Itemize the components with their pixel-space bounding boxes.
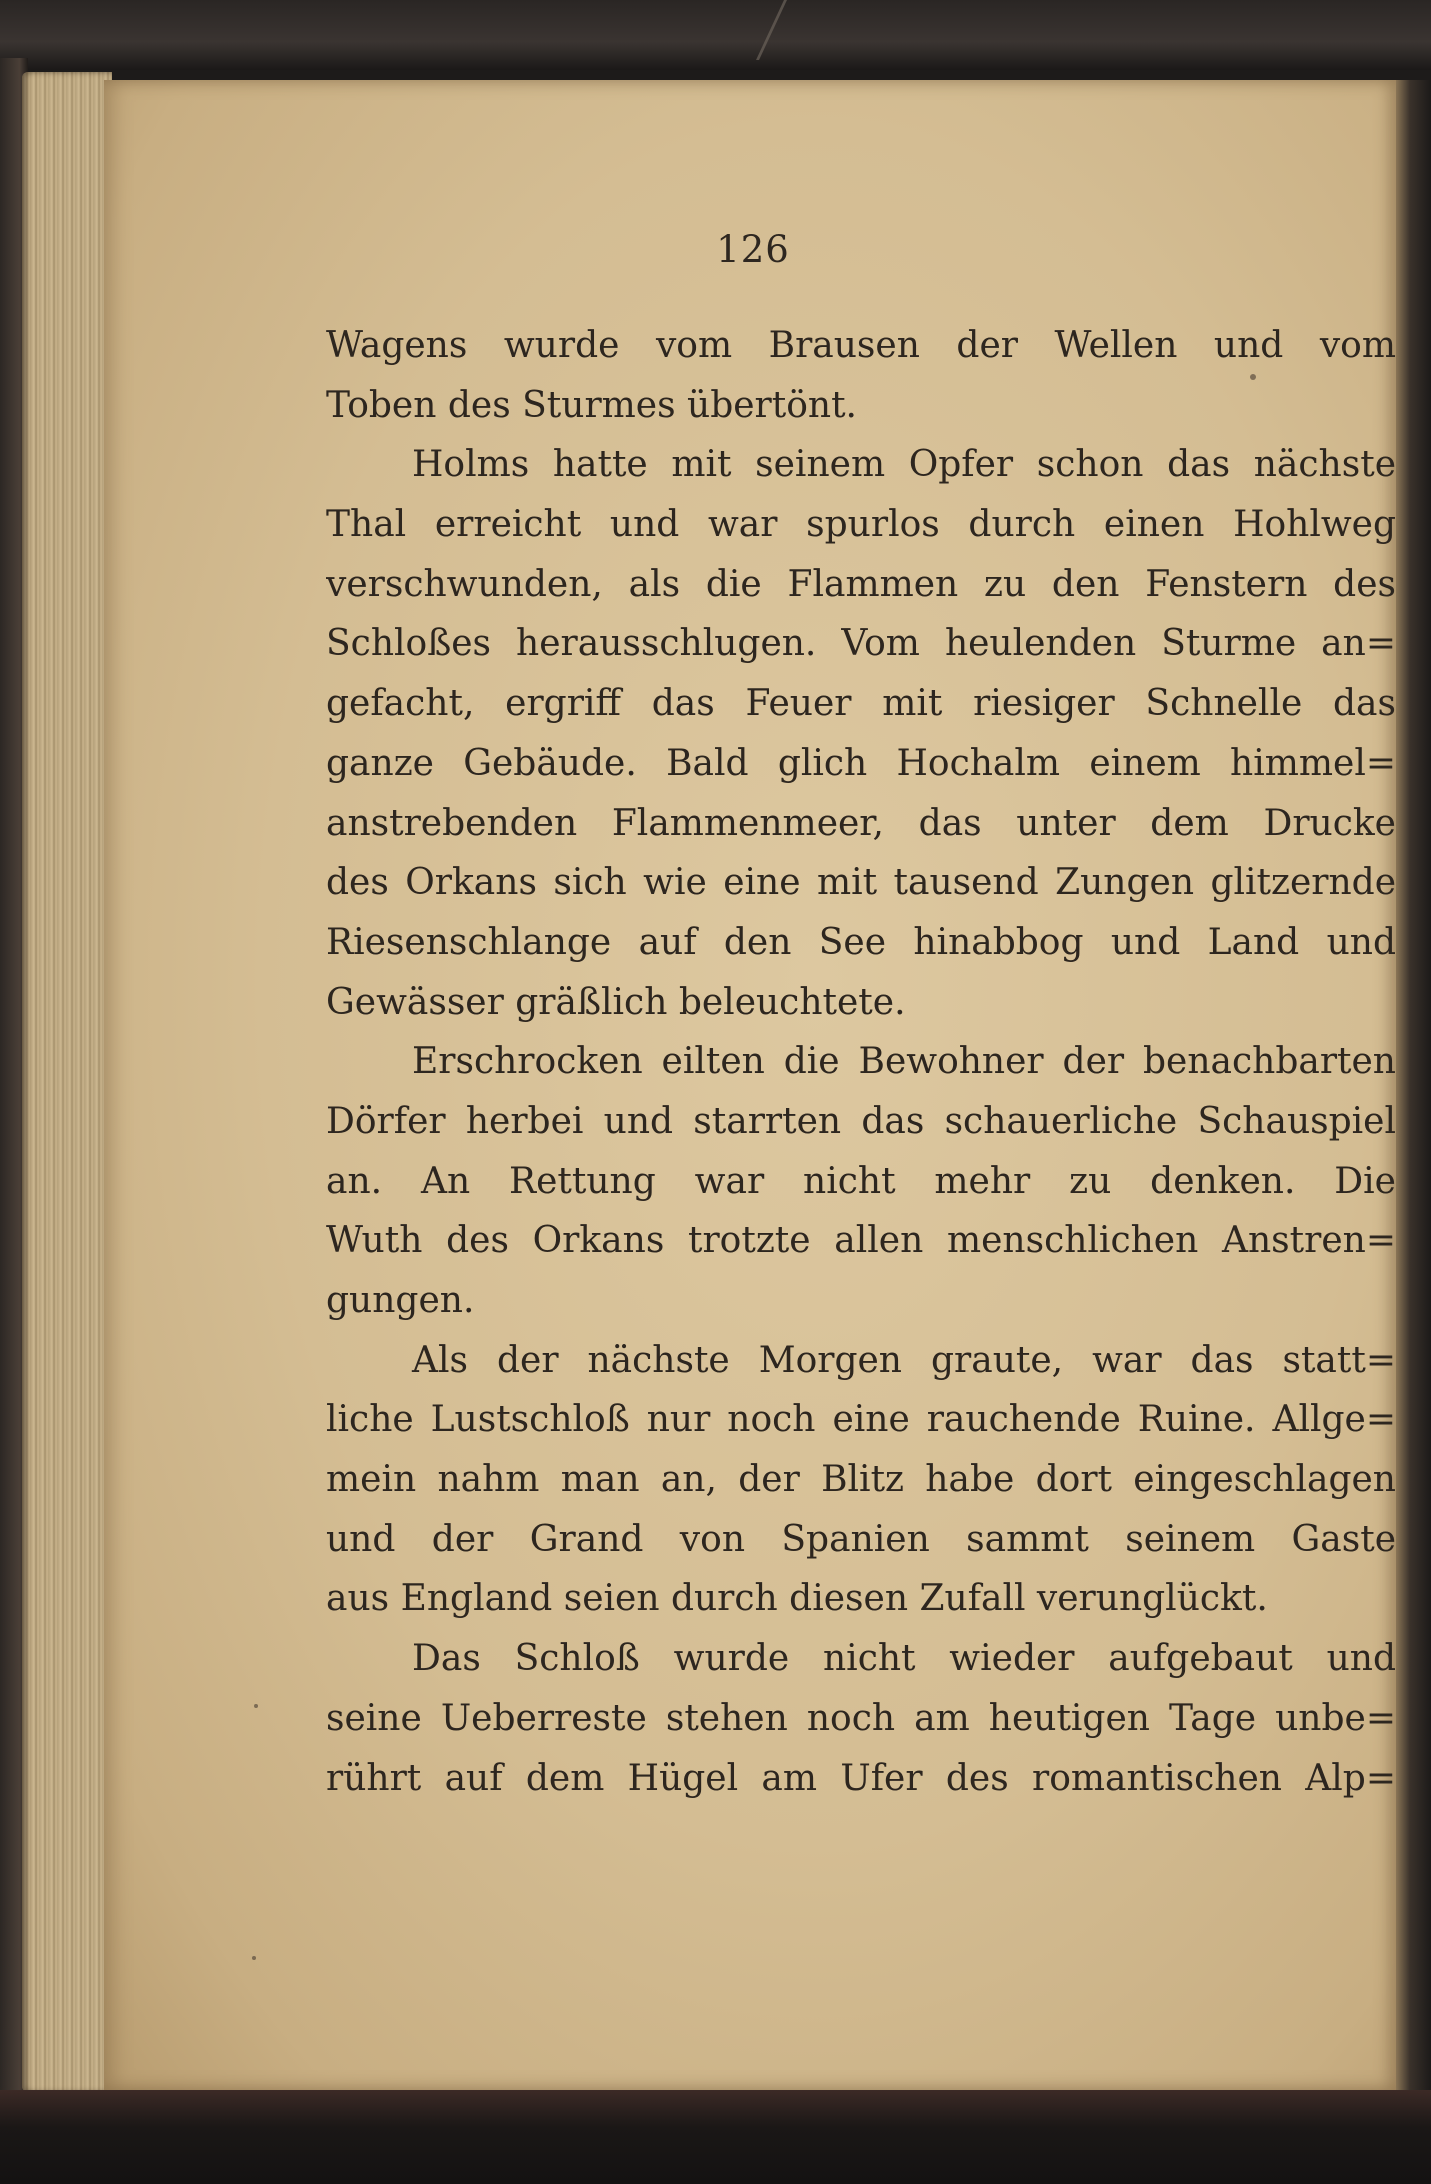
ink-speck	[252, 1956, 256, 1960]
text-line: an. An Rettung war nicht mehr zu denken. Die	[326, 1160, 1396, 1202]
facing-page-edge	[1396, 80, 1431, 2090]
text-line: Schloßes herausschlugen. Vom heulenden Sturme an=	[326, 623, 1396, 665]
text-line: Gewässer gräßlich beleuchtete.	[326, 981, 906, 1023]
text-line: liche Lustschloß nur noch eine rauchende Ruine. Allge=	[326, 1399, 1396, 1441]
text-line: gungen.	[326, 1280, 475, 1321]
text-line: Toben des Sturmes übertönt.	[326, 384, 857, 426]
text-line: des Orkans sich wie eine mit tausend Zungen glitzernde	[326, 862, 1396, 904]
book-cover-top	[0, 0, 1431, 70]
text-line: Erschrocken eilten die Bewohner der benachbarten	[412, 1041, 1396, 1083]
text-line: und der Grand von Spanien sammt seinem Gaste	[326, 1518, 1396, 1560]
text-line: ganze Gebäude. Bald glich Hochalm einem himmel=	[326, 742, 1396, 784]
text-line: gefacht, ergriff das Feuer mit riesiger Schnelle das	[326, 683, 1396, 725]
body-text	[326, 316, 1396, 1808]
cover-tear	[756, 0, 847, 60]
text-line: Holms hatte mit seinem Opfer schon das nächste	[412, 444, 1396, 486]
book-cover-bottom	[0, 2090, 1431, 2184]
text-line: mein nahm man an, der Blitz habe dort eingeschlagen	[326, 1459, 1396, 1501]
text-line: aus England seien durch diesen Zufall verunglückt.	[326, 1578, 1268, 1620]
page-number: 126	[716, 228, 790, 271]
text-line: Das Schloß wurde nicht wieder aufgebaut und	[412, 1638, 1396, 1680]
text-line: rührt auf dem Hügel am Ufer des romantischen Alp=	[326, 1757, 1396, 1799]
text-line: anstrebenden Flammenmeer, das unter dem Drucke	[326, 802, 1396, 844]
page-edges	[22, 72, 112, 2092]
text-line: Wagens wurde vom Brausen der Wellen und vom	[326, 325, 1396, 366]
ink-speck	[254, 1704, 258, 1708]
text-line: Als der nächste Morgen graute, war das statt=	[412, 1339, 1396, 1381]
text-line: Wuth des Orkans trotzte allen menschlichen Anstren=	[326, 1220, 1396, 1262]
text-line: Dörfer herbei und starrten das schauerliche Schauspiel	[326, 1100, 1396, 1142]
book-page	[104, 80, 1396, 2090]
text-line: Thal erreicht und war spurlos durch einen Hohlweg	[326, 504, 1396, 546]
text-line: verschwunden, als die Flammen zu den Fenstern des	[326, 563, 1396, 605]
text-line: seine Ueberreste stehen noch am heutigen Tage unbe=	[326, 1697, 1396, 1739]
text-line: Riesenschlange auf den See hinabbog und Land und	[326, 921, 1396, 963]
